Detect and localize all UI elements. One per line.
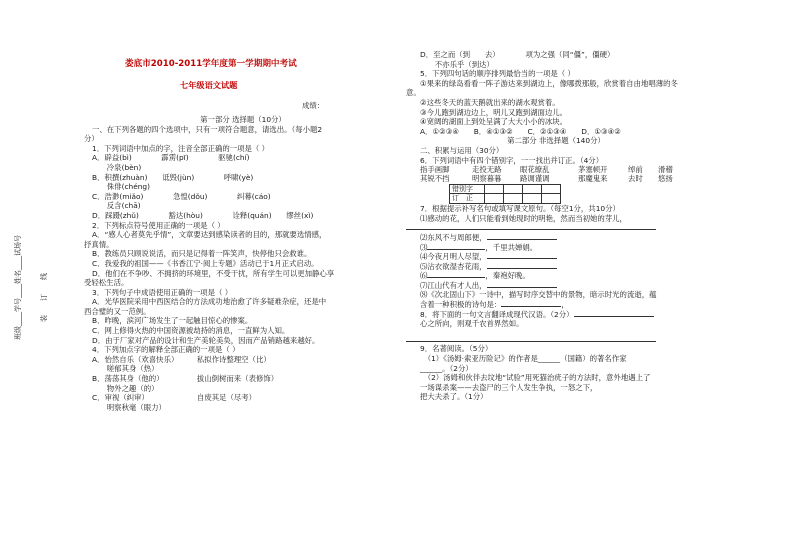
line-text: 1．下列词语中加点的字，注音全部正确的一项是（ ） xyxy=(92,143,270,153)
text-line xyxy=(84,326,402,336)
answer-blank[interactable] xyxy=(574,316,654,317)
text-line xyxy=(84,336,402,346)
text-line xyxy=(406,233,706,243)
text-line xyxy=(406,60,706,70)
line-text: 西合璧的又一范例。 xyxy=(84,306,151,316)
line-text: ______。（2分） xyxy=(420,363,473,373)
left-column xyxy=(84,115,402,412)
line-text: ⑵东风不与周郎便， xyxy=(420,232,487,242)
line-text-after: ，千里共婵娟。 xyxy=(485,242,538,252)
binding-line-label: 装 订 线 xyxy=(40,273,48,322)
table-row xyxy=(450,184,561,194)
table-row-label: 订 正 xyxy=(450,194,485,204)
text-line xyxy=(84,278,402,288)
line-text: 受轻松生活。 xyxy=(84,278,129,288)
line-text: B．荡荡其身（他的） 拔山倒树而来（表修饰） xyxy=(92,374,279,384)
exam-title: 娄底市2010-2011学年度第一学期期中考试 xyxy=(125,59,297,69)
answer-blank[interactable] xyxy=(406,229,656,230)
text-line xyxy=(84,211,402,221)
text-line xyxy=(406,262,706,272)
line-text: ③今儿跑到湖边边上，明儿又跑到湖面边儿。 xyxy=(420,107,568,117)
line-text: 物外之趣（的） xyxy=(92,383,159,393)
line-text: B．昨晚，滨河广场发生了一起触目惊心的惨案。 xyxy=(92,316,253,326)
text-line xyxy=(406,69,706,79)
line-text: 一、在下列各题的四个选项中，只有一项符合题意，请选出。（每小题2 xyxy=(92,124,323,134)
text-line xyxy=(406,281,706,291)
text-line xyxy=(406,98,706,108)
error-correction-table xyxy=(449,184,561,205)
line-text: 把大夫杀了。（1分） xyxy=(420,392,488,402)
word-grid xyxy=(420,165,706,184)
text-line xyxy=(84,374,402,384)
text-line xyxy=(406,344,706,354)
text-line xyxy=(406,354,706,364)
line-text: 抒真情。 xyxy=(84,239,114,249)
text-line xyxy=(406,373,706,383)
line-text: B．积撰(zhuàn) 诋毁(jùn) 呼啸(yè) xyxy=(92,172,254,182)
line-text: C．网上修得火热的中国资源被劫持的消息，一直鲜为人知。 xyxy=(92,326,290,336)
table-cell-input[interactable] xyxy=(504,194,523,204)
exam-subtitle: 七年级语文试题 xyxy=(180,80,238,90)
line-text: ⑴感动的花，人们只能看到她现时的明艳，然而当初她的芽儿， xyxy=(420,213,627,223)
grid-word: 其锐不挡 xyxy=(420,174,450,184)
grid-word: 去时 xyxy=(628,174,643,184)
table-cell-input[interactable] xyxy=(485,184,504,194)
line-text: A．“感人心者莫先乎情”，文章要达到感染读者的目的，那就要选情感， xyxy=(92,230,327,240)
student-info-fields: 班级____学号____姓名____试场号 xyxy=(14,235,22,340)
table-cell-input[interactable] xyxy=(504,184,523,194)
line-text: D．由于厂家对产品的设计和生产美轮美奂，因而产品销路越来越好。 xyxy=(92,335,320,345)
text-line xyxy=(406,156,706,166)
line-text: 2．下列标点符号使用正确的一项是（ ） xyxy=(92,220,225,230)
text-line xyxy=(84,115,402,125)
text-line xyxy=(84,230,402,240)
text-line xyxy=(84,364,402,374)
text-line xyxy=(406,319,706,329)
text-line xyxy=(84,288,402,298)
text-line xyxy=(84,307,402,317)
line-text: D．他们在不争吵、不拥挤的环境里，不受干扰，所有学生可以更加静心享 xyxy=(92,268,335,278)
score-label: 成绩： xyxy=(302,101,325,110)
answer-blank[interactable] xyxy=(487,258,557,259)
line-text: 第一部分 选择题（10分） xyxy=(200,115,286,124)
grid-word: 指手画脚 xyxy=(420,165,450,175)
text-line xyxy=(406,310,706,320)
answer-blank[interactable] xyxy=(427,277,485,278)
line-text: 9．名著阅读。（5分） xyxy=(420,344,493,354)
line-text-after: ，秦袍好晚。 xyxy=(485,271,530,281)
line-text: 含着一种积极的诗句是： xyxy=(420,300,502,310)
line-text: 第二部分 非选择题（140分） xyxy=(507,136,605,146)
text-line xyxy=(406,383,706,393)
text-line xyxy=(84,173,402,183)
grid-word: 路调谨调 xyxy=(520,174,550,184)
text-line xyxy=(84,393,402,403)
text-line xyxy=(406,117,706,127)
line-text: 反含(chā) xyxy=(92,201,141,211)
table-row-label: 错别字 xyxy=(450,184,485,194)
line-text: ④宽阔的湖面上到处呈满了大大小小的冰块。 xyxy=(420,117,568,127)
grid-word: 茅塞顿开 xyxy=(578,165,608,175)
text-line xyxy=(406,364,706,374)
line-text: 一场谋杀案——去盗尸的三个人发生争执，一怒之下， xyxy=(420,382,598,392)
answer-blank[interactable] xyxy=(487,268,557,269)
line-text: A．辟益(bì) 霹雳(pī) 驱驰(chí) xyxy=(92,153,257,163)
text-line xyxy=(84,125,402,135)
line-text: 不亦乐乎（到达） xyxy=(420,59,494,69)
right-column xyxy=(406,50,706,402)
text-line xyxy=(84,153,402,163)
line-text: 侏俳(chéng) xyxy=(92,182,150,192)
grid-word: 明察暮暮 xyxy=(472,174,502,184)
text-line xyxy=(84,182,402,192)
line-text: （2）汤姆和伙伴去坟地“试验”用死猫治疣子的方法时，意外地遇上了 xyxy=(420,373,651,383)
answer-blank[interactable] xyxy=(427,249,485,250)
grid-word: 走投无路 xyxy=(472,165,502,175)
text-line xyxy=(406,136,706,146)
line-text: C．我爱我的祖国——《书香江宁·阅上专题》活动已于1月正式启动。 xyxy=(92,258,319,268)
line-text: C．浩渺(miǎo) 急惶(dǒu) 纠幕(cáo) xyxy=(92,191,271,201)
text-line xyxy=(406,335,706,345)
line-text: 5．下列四句话的顺序排列最恰当的一项是（ ） xyxy=(420,69,575,79)
line-text: ⑷今夜月明人尽望， xyxy=(420,252,487,262)
text-line xyxy=(84,297,402,307)
text-line xyxy=(84,316,402,326)
line-text: D．踩蹑(zhǔ) 豁达(hòu) 诠释(quán) 缪丝(xì) xyxy=(92,210,314,220)
line-text: 冷泉(bèn) xyxy=(92,162,142,172)
line-text: B．教练员只顾说说活，而只是记得着一阵笑声，快停他只会救谁。 xyxy=(92,249,312,259)
text-line xyxy=(406,271,706,281)
text-line xyxy=(406,300,706,310)
line-text: D．至之而（到 去） 项为之强（同“僵”，僵硬） xyxy=(420,50,615,59)
text-line xyxy=(84,163,402,173)
table-cell-input[interactable] xyxy=(523,184,542,194)
line-text: （1）《汤姆·索亚历险记》的作者是______（国籍）的著名作家 xyxy=(420,354,627,364)
line-text: C．审视（纠审） 自废其足（尽考） xyxy=(92,393,257,403)
grid-word: 眼花缭乱 xyxy=(520,165,550,175)
table-cell-input[interactable] xyxy=(542,194,561,204)
grid-word: 悠扬 xyxy=(658,174,673,184)
text-line xyxy=(84,240,402,250)
text-line xyxy=(406,146,706,156)
line-text: 嗟郁其身（热） xyxy=(92,364,159,374)
line-text: 明察秋毫（眼力） xyxy=(92,402,166,412)
line-text: ⑺江山代有才人出， xyxy=(420,280,487,290)
text-line xyxy=(406,252,706,262)
table-cell-input[interactable] xyxy=(485,194,504,204)
grid-word: 滑稽 xyxy=(658,165,673,175)
line-text: 7．根据提示补写名句或填写课文原句。（每空1分，共10分） xyxy=(420,204,620,214)
line-text-after: ， xyxy=(561,300,569,310)
text-line xyxy=(406,392,706,402)
text-line xyxy=(406,243,706,253)
line-text: 8．将下面的一句文言翻译成现代汉语。（2分） xyxy=(420,309,574,319)
text-line xyxy=(406,204,706,214)
line-text: 4．下列加点字的解释全部正确的一项是（ ） xyxy=(92,345,240,355)
line-text: 3．下列句子中成语使用正确的一项是（ ） xyxy=(92,287,233,297)
answer-blank[interactable] xyxy=(487,287,557,288)
text-line xyxy=(84,345,402,355)
table-row xyxy=(450,194,561,204)
right-column-part2 xyxy=(406,204,706,402)
grid-word: 那魔鬼来 xyxy=(578,174,608,184)
grid-word: 绰前 xyxy=(628,165,643,175)
answer-blank[interactable] xyxy=(406,341,656,342)
line-text: ⑹ xyxy=(420,271,428,281)
text-line xyxy=(406,223,706,233)
line-text: ⑻《次北固山下》一诗中，描写时序交替中的景物，暗示时光的流逝，蕴 xyxy=(420,290,657,300)
text-line xyxy=(84,192,402,202)
right-column-part1 xyxy=(406,50,706,165)
text-line xyxy=(84,134,402,144)
text-line xyxy=(84,144,402,154)
text-line xyxy=(84,249,402,259)
line-text: A．光华医院采用中西医结合的方法成功地治愈了许多疑难杂症，还是中 xyxy=(92,297,327,307)
table-cell-input[interactable] xyxy=(542,184,561,194)
text-line xyxy=(84,259,402,269)
line-text: A．怡然自乐（欢喜快乐） 私拟作诗整理空（比） xyxy=(92,354,271,364)
line-text: 6．下列词语中有四个错别字，一一找出并订正。（4分） xyxy=(420,155,604,165)
text-line xyxy=(406,79,706,89)
text-line xyxy=(406,88,706,98)
text-line xyxy=(84,201,402,211)
table-cell-input[interactable] xyxy=(523,194,542,204)
line-text: 二、积累与运用（30分） xyxy=(420,145,504,155)
line-text: ⑸沾衣欲湿杏花雨， xyxy=(420,261,487,271)
line-text: ②这些冬天的蓝天鹅就出来的湖水观赏着。 xyxy=(420,97,560,107)
text-line xyxy=(406,50,706,60)
text-line xyxy=(406,127,706,137)
text-line xyxy=(84,384,402,394)
line-text: ①果来的绿岛看看一阵子游达来到湖边上，像哪拨那般，欣赏着自由地唱薄的冬 xyxy=(420,78,678,88)
answer-blank[interactable] xyxy=(487,239,557,240)
text-line xyxy=(406,290,706,300)
text-line xyxy=(84,269,402,279)
line-text: 意。 xyxy=(406,88,421,98)
text-line xyxy=(84,221,402,231)
text-line xyxy=(406,108,706,118)
text-line xyxy=(406,214,706,224)
line-text: A．①②③④ B．④①③② C．②①③④ D．①③④② xyxy=(420,126,621,136)
text-line xyxy=(84,403,402,413)
line-text: 分） xyxy=(84,134,99,144)
line-text: ⑶ xyxy=(420,242,428,252)
line-text: 心之所向，则观千农首界然如。 xyxy=(420,319,524,329)
answer-blank[interactable] xyxy=(501,306,561,307)
text-line xyxy=(84,355,402,365)
